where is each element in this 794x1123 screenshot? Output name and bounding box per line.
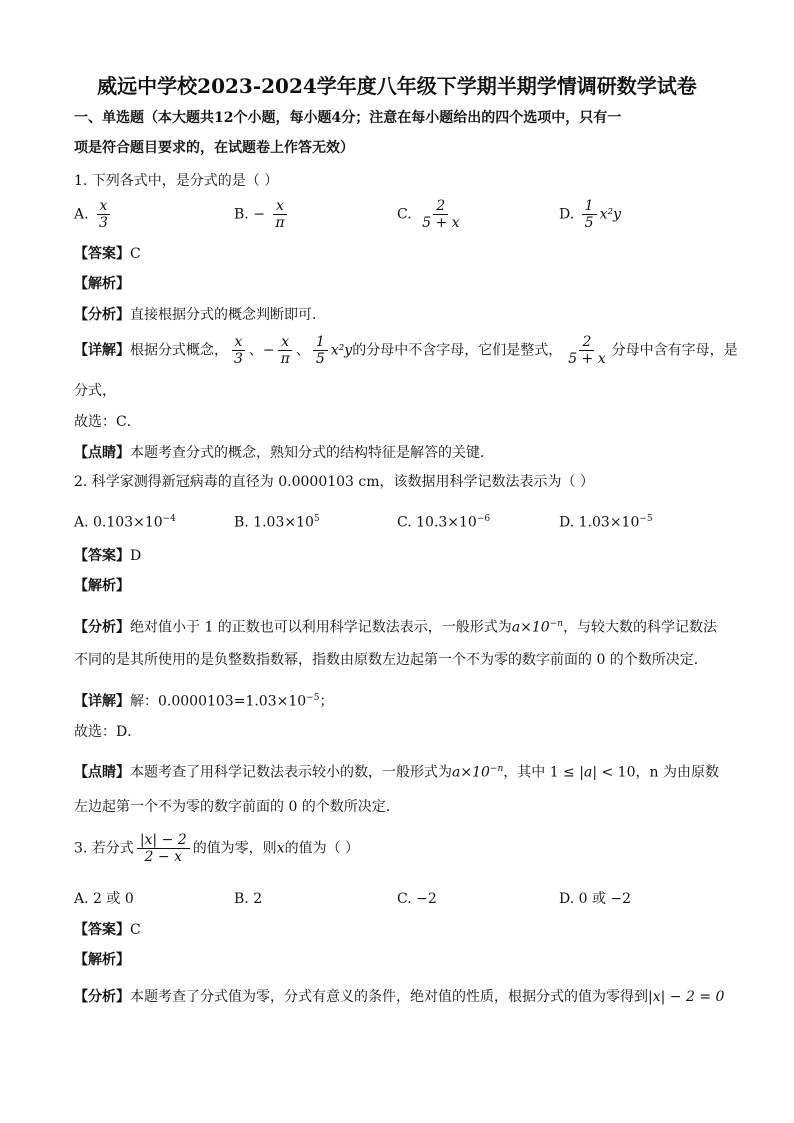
option-letter: B.	[234, 514, 249, 531]
option-letter: B.	[234, 206, 249, 223]
detail-tag: 【详解】	[74, 342, 130, 359]
numerator: 1	[582, 198, 597, 215]
q3-option-c: C. −2	[397, 891, 437, 907]
fenxi-text: 本题考查了分式值为零，分式有意义的条件，绝对值的性质，根据分式的值为零得到	[130, 989, 648, 1005]
option-letter: D.	[559, 514, 575, 531]
option-letter: A.	[74, 514, 89, 531]
q2-dianjing-line2: 左边起第一个不为零的数字前面的 0 的个数所决定．	[74, 799, 400, 815]
answer-value: C	[130, 922, 141, 938]
stem-text: 的值为（ ）	[284, 840, 360, 857]
q3-analysis-tag: 【解析】	[74, 952, 130, 968]
fraction	[96, 198, 111, 231]
stem-text: 的值为零，则	[192, 840, 277, 857]
fenxi-text: 直接根据分式的概念判断即可．	[130, 307, 326, 323]
page-title: 威远中学校2023-2024学年度八年级下学期半期学情调研数学试卷	[97, 74, 697, 98]
option-value: 10.3×10	[416, 514, 477, 531]
answer-tag: 【答案】	[74, 548, 130, 564]
q1-detail-line1	[74, 334, 738, 367]
q2-analysis-tag: 【解析】	[74, 578, 130, 594]
dianjing-text: ，n 为由原数	[635, 764, 719, 781]
fraction	[272, 198, 287, 231]
q3-stem	[74, 832, 359, 865]
separator: 、	[295, 342, 310, 359]
dianjing-text: ，其中	[503, 764, 546, 781]
answer-tag: 【答案】	[74, 246, 130, 262]
numerator: x	[232, 334, 246, 351]
q1-option-d	[559, 198, 621, 231]
exponent: −5	[639, 514, 653, 524]
exponent: −5	[306, 693, 320, 703]
detail-text: ；	[319, 693, 334, 710]
exponent: −n	[549, 619, 564, 629]
detail-text: 分母中含有字母，是	[611, 342, 738, 359]
range-right: < 10	[601, 764, 636, 781]
stem-text: 3. 若分式	[74, 840, 134, 857]
exponent: −4	[162, 514, 176, 524]
expression: a×10	[511, 619, 550, 636]
option-letter: A.	[74, 206, 89, 223]
fenxi-tag: 【分析】	[74, 989, 130, 1005]
denominator: π	[275, 215, 285, 231]
q2-option-a	[74, 509, 176, 533]
detail-text: 的分母中不含字母，它们是整式，	[352, 342, 563, 359]
q3-option-d: D. 0 或 −2	[559, 891, 632, 907]
answer-tag: 【答案】	[74, 922, 130, 938]
q1-analysis-tag: 【解析】	[74, 276, 130, 292]
fraction	[565, 334, 608, 367]
expression: a×10	[452, 764, 490, 781]
q1-fenxi	[74, 305, 326, 325]
exponent: −n	[489, 764, 504, 774]
q2-fenxi-line2: 不同的是其所使用的是负整数指数幂，指数由原数左边起第一个不为零的数字前面的 0 的个数所决定．	[74, 652, 708, 668]
option-letter: D.	[559, 206, 575, 223]
q2-option-b	[234, 509, 320, 533]
q3-answer	[74, 920, 141, 940]
q2-option-d	[559, 509, 653, 533]
denominator: 3	[99, 215, 108, 231]
answer-value: C	[130, 246, 141, 262]
q1-stem: 1. 下列各式中，是分式的是（ ）	[74, 173, 279, 189]
dianjing-text: 本题考查了用科学记数法表示较小的数，一般形式为	[130, 764, 452, 781]
fenxi-text: 绝对值小于 1 的正数也可以利用科学记数法表示，一般形式为	[130, 619, 512, 636]
q2-dianjing-line1	[74, 759, 719, 783]
abs-bar: |	[592, 764, 598, 781]
answer-value: D	[130, 548, 142, 564]
minus-sign: −	[253, 206, 265, 223]
q2-choose: 故选：D．	[74, 724, 142, 740]
denominator: π	[280, 351, 290, 367]
expression: x²y	[330, 342, 353, 359]
expression: x²y	[599, 206, 621, 223]
dianjing-text: 本题考查分式的概念，熟知分式的结构特征是解答的关键．	[130, 445, 494, 461]
fraction	[419, 198, 462, 231]
section-heading-line2: 项是符合题目要求的，在试题卷上作答无效）	[74, 140, 354, 156]
q1-option-b	[234, 198, 291, 231]
exponent: 5	[313, 514, 320, 524]
section-heading-line1: 一、单选题（本大题共12个小题，每小题4分；注意在每小题给出的四个选项中，只有一	[74, 110, 622, 126]
fenxi-tag: 【分析】	[74, 619, 130, 636]
fenxi-text: ，与较大数的科学记数法	[563, 619, 718, 636]
dianjing-tag: 【点睛】	[74, 445, 130, 461]
q2-answer	[74, 546, 141, 566]
fraction	[231, 334, 246, 367]
option-value: 0.103×10	[93, 514, 163, 531]
numerator: 2	[579, 334, 594, 351]
option-letter: C.	[397, 514, 412, 531]
abs-bar: |	[579, 764, 584, 781]
numerator: |x| − 2	[137, 832, 190, 849]
fraction	[137, 832, 190, 865]
dianjing-tag: 【点睛】	[74, 764, 130, 781]
q2-detail	[74, 688, 333, 712]
q1-dianjing	[74, 443, 494, 463]
numerator: 2	[433, 198, 448, 215]
option-letter: C.	[397, 206, 412, 223]
separator: 、	[248, 342, 263, 359]
q1-detail-line2: 分式，	[74, 383, 116, 399]
denominator: 5	[315, 351, 325, 367]
numerator: 1	[313, 334, 328, 351]
option-value: 1.03×10	[578, 514, 640, 531]
q1-option-c	[397, 198, 466, 231]
fenxi-tag: 【分析】	[74, 307, 130, 323]
numerator: x	[278, 334, 292, 351]
fraction	[582, 198, 597, 231]
option-value: 1.03×10	[253, 514, 314, 531]
numerator: x	[273, 198, 287, 215]
denominator: 5	[584, 215, 594, 231]
exponent: −6	[476, 514, 491, 524]
denominator: 2 − x	[144, 849, 182, 865]
detail-text: 解：0.0000103=1.03×10	[130, 693, 307, 710]
q1-option-a	[74, 198, 114, 231]
q3-option-a: A. 2 或 0	[74, 891, 134, 907]
q1-answer	[74, 244, 141, 264]
q2-option-c	[397, 509, 490, 533]
q1-choose: 故选：C．	[74, 414, 141, 430]
variable: x	[276, 840, 285, 857]
denominator: 3	[234, 351, 243, 367]
fraction	[278, 334, 293, 367]
denominator: 5 + x	[422, 215, 460, 231]
numerator: x	[97, 198, 111, 215]
denominator: 5 + x	[568, 351, 606, 367]
q2-fenxi-line1	[74, 614, 717, 638]
q3-fenxi	[74, 987, 724, 1007]
detail-tag: 【详解】	[74, 693, 130, 710]
q2-stem: 2. 科学家测得新冠病毒的直径为 0.0000103 cm，该数据用科学记数法表示为（ ）	[74, 474, 594, 490]
q3-option-b: B. 2	[234, 891, 263, 907]
detail-text: 根据分式概念，	[130, 342, 228, 359]
minus-sign: −	[262, 342, 275, 359]
expression: |x| − 2 = 0	[648, 989, 725, 1005]
abs-value: a	[583, 764, 593, 781]
fraction	[313, 334, 328, 367]
range-left: 1 ≤	[549, 764, 575, 781]
